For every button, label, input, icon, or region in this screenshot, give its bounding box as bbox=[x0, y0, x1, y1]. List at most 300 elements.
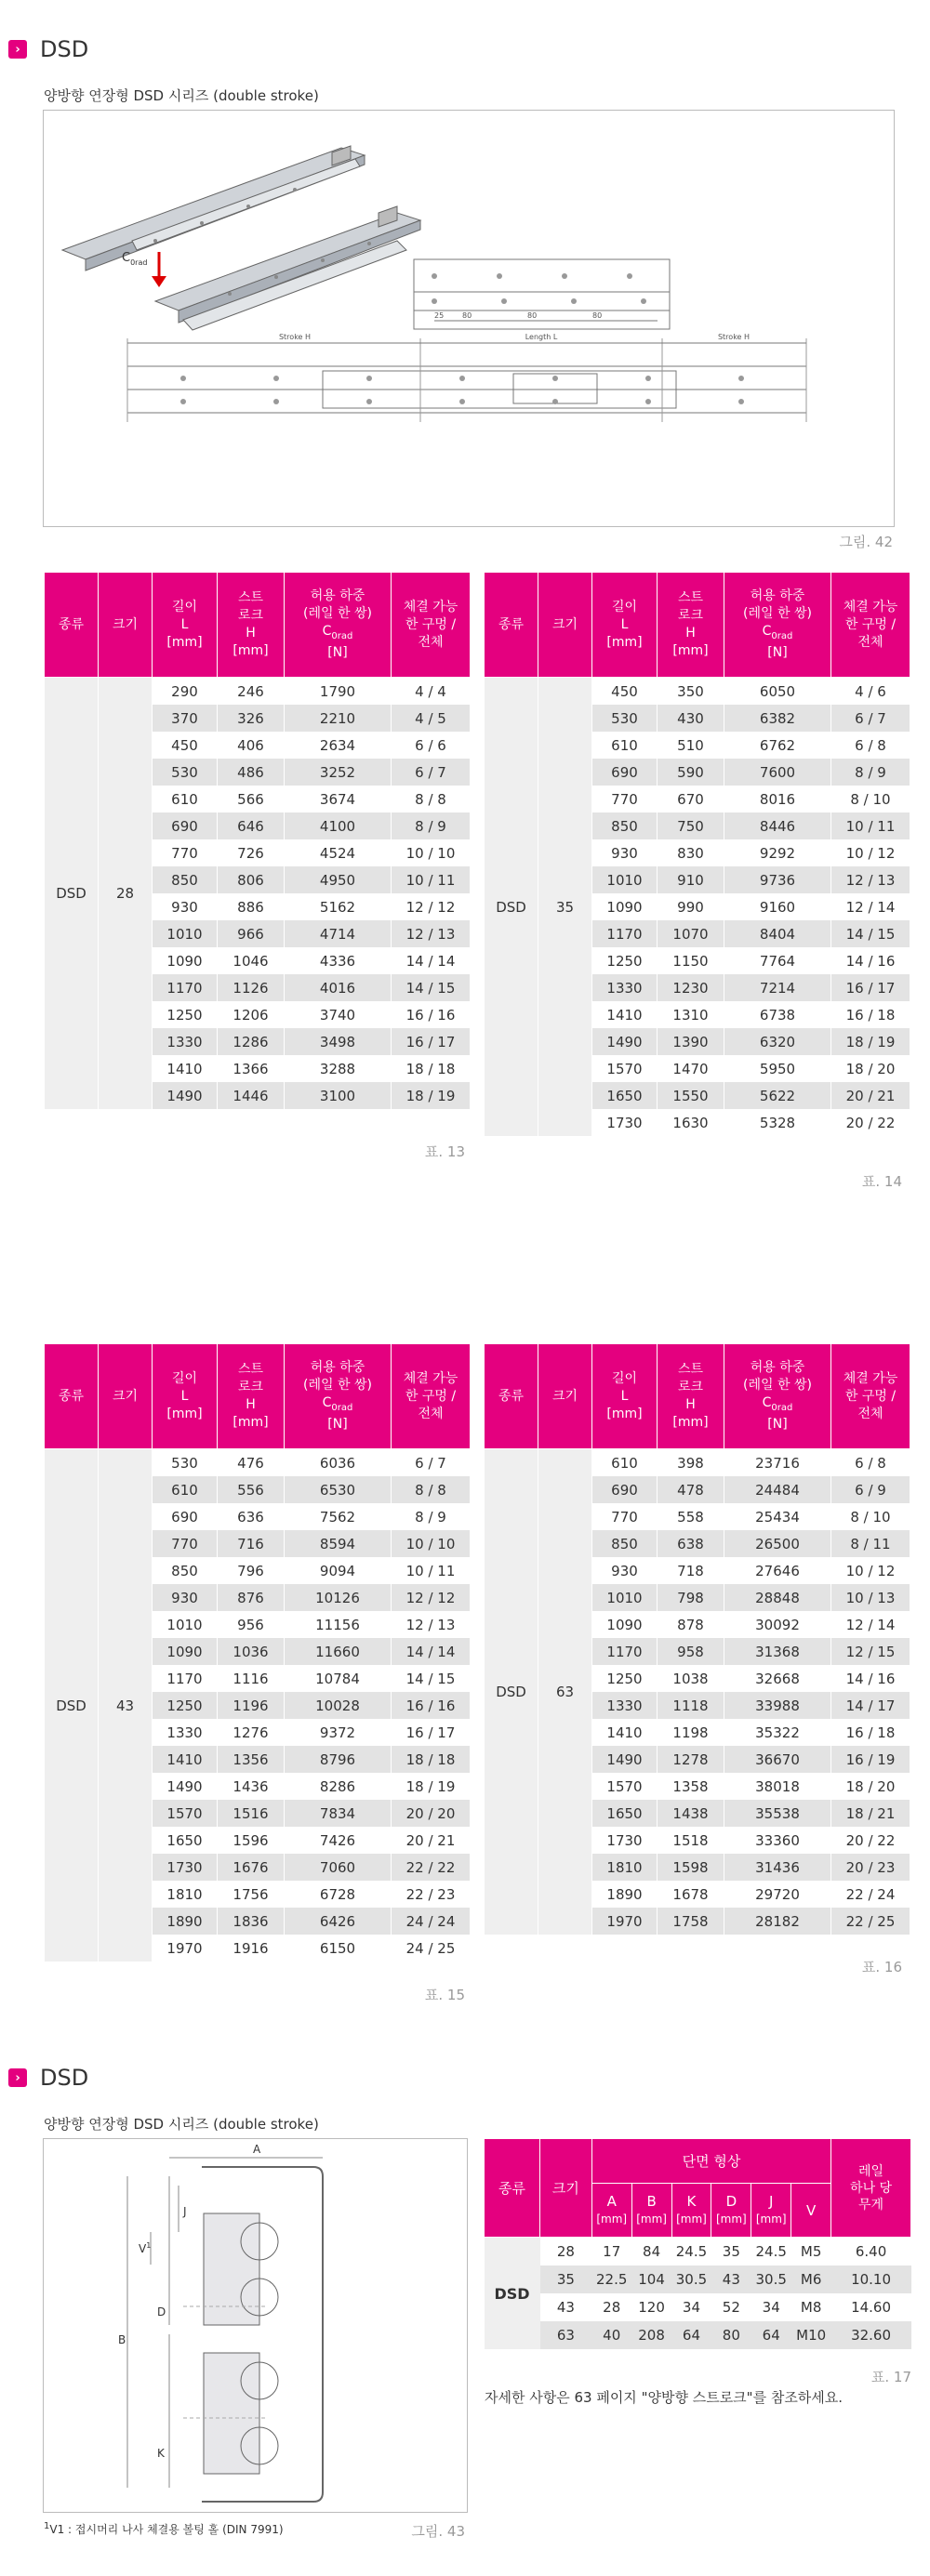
value-cell: 850 bbox=[153, 866, 218, 893]
value-cell: 1010 bbox=[592, 866, 658, 893]
value-cell: 966 bbox=[218, 920, 285, 947]
value-cell: 43 bbox=[540, 2293, 592, 2321]
value-cell: 486 bbox=[218, 759, 285, 786]
value-cell: 14 / 17 bbox=[831, 1692, 910, 1719]
value-cell: 1650 bbox=[592, 1082, 658, 1109]
value-cell: 4524 bbox=[285, 839, 392, 866]
value-cell: 6382 bbox=[724, 705, 831, 732]
c0rad-label: $C_{0rad}$ bbox=[122, 251, 148, 267]
value-cell: 1330 bbox=[592, 1692, 658, 1719]
size-cell: 43 bbox=[99, 1449, 153, 1962]
label-j: J bbox=[183, 2205, 187, 2218]
value-cell: 638 bbox=[658, 1530, 724, 1557]
value-cell: 690 bbox=[153, 1503, 218, 1530]
value-cell: 6 / 9 bbox=[831, 1476, 910, 1503]
value-cell: 850 bbox=[592, 1530, 658, 1557]
col-load: 허용 하중 (레일 한 쌍) $C_{0rad}$ [N] bbox=[724, 1344, 831, 1449]
value-cell: 10 / 11 bbox=[392, 1557, 471, 1584]
value-cell: 33988 bbox=[724, 1692, 831, 1719]
value-cell: 1206 bbox=[218, 1001, 285, 1028]
value-cell: 6728 bbox=[285, 1881, 392, 1908]
value-cell: 8446 bbox=[724, 812, 831, 839]
value-cell: 476 bbox=[218, 1449, 285, 1477]
value-cell: 16 / 16 bbox=[392, 1692, 471, 1719]
table-caption: 표. 14 bbox=[861, 1173, 902, 1190]
label-k: K bbox=[157, 2447, 165, 2460]
value-cell: 26500 bbox=[724, 1530, 831, 1557]
value-cell: 1650 bbox=[592, 1800, 658, 1827]
value-cell: 4714 bbox=[285, 920, 392, 947]
length-l: Length L bbox=[525, 333, 558, 341]
value-cell: 31368 bbox=[724, 1638, 831, 1665]
value-cell: 7834 bbox=[285, 1800, 392, 1827]
value-cell: 1046 bbox=[218, 947, 285, 974]
value-cell: 7764 bbox=[724, 947, 831, 974]
value-cell: 3674 bbox=[285, 786, 392, 812]
value-cell: 1276 bbox=[218, 1719, 285, 1746]
value-cell: 10126 bbox=[285, 1584, 392, 1611]
label-d: D bbox=[157, 2305, 166, 2318]
table-row bbox=[485, 678, 910, 706]
value-cell: 450 bbox=[592, 678, 658, 706]
col-holes: 체결 가능 한 구멍 / 전체 bbox=[392, 1344, 471, 1449]
value-cell: 1170 bbox=[592, 1638, 658, 1665]
value-cell: 20 / 20 bbox=[392, 1800, 471, 1827]
value-cell: 6320 bbox=[724, 1028, 831, 1055]
value-cell: 246 bbox=[218, 678, 285, 706]
value-cell: 878 bbox=[658, 1611, 724, 1638]
value-cell: 2634 bbox=[285, 732, 392, 759]
col-size: 크기 bbox=[99, 573, 153, 678]
value-cell: 8 / 9 bbox=[392, 812, 471, 839]
value-cell: 34 bbox=[751, 2293, 791, 2321]
value-cell: 8 / 11 bbox=[831, 1530, 910, 1557]
value-cell: 7562 bbox=[285, 1503, 392, 1530]
chevron-right-icon: › bbox=[8, 40, 27, 59]
value-cell: 770 bbox=[153, 1530, 218, 1557]
value-cell: 24.5 bbox=[751, 2238, 791, 2266]
value-cell: 18 / 18 bbox=[392, 1055, 471, 1082]
value-cell: 84 bbox=[631, 2238, 671, 2266]
col-stroke: 스트 로크 H [mm] bbox=[658, 1344, 724, 1449]
value-cell: 22 / 25 bbox=[831, 1908, 910, 1935]
value-cell: 24 / 24 bbox=[392, 1908, 471, 1935]
value-cell: 8796 bbox=[285, 1746, 392, 1773]
value-cell: 1518 bbox=[658, 1827, 724, 1854]
value-cell: 1490 bbox=[592, 1028, 658, 1055]
dim-80-b: 80 bbox=[527, 311, 538, 320]
col-stroke: 스트 로크 H [mm] bbox=[218, 573, 285, 678]
value-cell: 3740 bbox=[285, 1001, 392, 1028]
value-cell: 1890 bbox=[153, 1908, 218, 1935]
table-row bbox=[485, 2266, 911, 2293]
value-cell: 22 / 22 bbox=[392, 1854, 471, 1881]
value-cell: 1470 bbox=[658, 1055, 724, 1082]
value-cell: 1090 bbox=[153, 1638, 218, 1665]
value-cell: 290 bbox=[153, 678, 218, 706]
table-caption-17: 표. 17 bbox=[870, 2369, 911, 2385]
col-type: 종류 bbox=[485, 2139, 540, 2238]
value-cell: 1890 bbox=[592, 1881, 658, 1908]
value-cell: 1286 bbox=[218, 1028, 285, 1055]
table-row bbox=[485, 1449, 910, 1477]
value-cell: 450 bbox=[153, 732, 218, 759]
value-cell: 25434 bbox=[724, 1503, 831, 1530]
value-cell: 646 bbox=[218, 812, 285, 839]
value-cell: 690 bbox=[592, 1476, 658, 1503]
col-type: 종류 bbox=[485, 573, 538, 678]
value-cell: 14 / 14 bbox=[392, 1638, 471, 1665]
value-cell: 3100 bbox=[285, 1082, 392, 1109]
value-cell: 22.5 bbox=[591, 2266, 631, 2293]
value-cell: 716 bbox=[218, 1530, 285, 1557]
value-cell: 5162 bbox=[285, 893, 392, 920]
value-cell: 6 / 8 bbox=[831, 732, 910, 759]
col-load: 허용 하중 (레일 한 쌍) $C_{0rad}$ [N] bbox=[285, 573, 392, 678]
value-cell: 14 / 15 bbox=[831, 920, 910, 947]
col-holes: 체결 가능 한 구멍 / 전체 bbox=[831, 573, 910, 678]
table-row bbox=[45, 1449, 471, 1477]
value-cell: 530 bbox=[153, 1449, 218, 1477]
value-cell: 20 / 22 bbox=[831, 1109, 910, 1136]
col-holes: 체결 가능 한 구멍 / 전체 bbox=[392, 573, 471, 678]
value-cell: 16 / 18 bbox=[831, 1719, 910, 1746]
value-cell: 1970 bbox=[592, 1908, 658, 1935]
chevron-right-icon: › bbox=[8, 2068, 27, 2087]
col-type: 종류 bbox=[485, 1344, 538, 1449]
value-cell: 1010 bbox=[153, 1611, 218, 1638]
value-cell: 798 bbox=[658, 1584, 724, 1611]
value-cell: 1330 bbox=[153, 1028, 218, 1055]
value-cell: 10.10 bbox=[831, 2266, 911, 2293]
value-cell: 830 bbox=[658, 839, 724, 866]
value-cell: 16 / 17 bbox=[392, 1028, 471, 1055]
type-cell: DSD bbox=[485, 2238, 540, 2350]
value-cell: 14 / 16 bbox=[831, 1665, 910, 1692]
value-cell: 406 bbox=[218, 732, 285, 759]
value-cell: 1570 bbox=[592, 1055, 658, 1082]
value-cell: 36670 bbox=[724, 1746, 831, 1773]
value-cell: 930 bbox=[592, 839, 658, 866]
value-cell: 1730 bbox=[153, 1854, 218, 1881]
spec-table-35 bbox=[484, 572, 910, 1136]
label-b: B bbox=[118, 2333, 126, 2346]
value-cell: 8 / 8 bbox=[392, 1476, 471, 1503]
table-row bbox=[485, 2321, 911, 2349]
value-cell: 6036 bbox=[285, 1449, 392, 1477]
value-cell: 1490 bbox=[153, 1082, 218, 1109]
dim-80-c: 80 bbox=[592, 311, 603, 320]
value-cell: 8 / 10 bbox=[831, 1503, 910, 1530]
value-cell: 20 / 21 bbox=[831, 1082, 910, 1109]
col-weight: 레일 하나 당 무게 bbox=[831, 2139, 911, 2238]
section-header-2 bbox=[8, 2064, 88, 2092]
value-cell: 530 bbox=[592, 705, 658, 732]
value-cell: 1410 bbox=[592, 1719, 658, 1746]
value-cell: 120 bbox=[631, 2293, 671, 2321]
value-cell: 510 bbox=[658, 732, 724, 759]
value-cell: 1358 bbox=[658, 1773, 724, 1800]
value-cell: 9736 bbox=[724, 866, 831, 893]
value-cell: 10 / 10 bbox=[392, 1530, 471, 1557]
value-cell: 3498 bbox=[285, 1028, 392, 1055]
value-cell: 9372 bbox=[285, 1719, 392, 1746]
value-cell: 4016 bbox=[285, 974, 392, 1001]
value-cell: 1756 bbox=[218, 1881, 285, 1908]
value-cell: 38018 bbox=[724, 1773, 831, 1800]
value-cell: 14 / 15 bbox=[392, 1665, 471, 1692]
stroke-h-right: Stroke H bbox=[717, 333, 751, 341]
value-cell: 8 / 10 bbox=[831, 786, 910, 812]
value-cell: 1390 bbox=[658, 1028, 724, 1055]
value-cell: 1438 bbox=[658, 1800, 724, 1827]
type-cell: DSD bbox=[45, 1449, 99, 1962]
value-cell: 8 / 8 bbox=[392, 786, 471, 812]
value-cell: 1170 bbox=[592, 920, 658, 947]
col-type: 종류 bbox=[45, 1344, 99, 1449]
value-cell: 12 / 14 bbox=[831, 1611, 910, 1638]
value-cell: M5 bbox=[791, 2238, 831, 2266]
value-cell: 1330 bbox=[153, 1719, 218, 1746]
value-cell: 1126 bbox=[218, 974, 285, 1001]
value-cell: 1790 bbox=[285, 678, 392, 706]
value-cell: 1118 bbox=[658, 1692, 724, 1719]
value-cell: 1490 bbox=[153, 1773, 218, 1800]
value-cell: 910 bbox=[658, 866, 724, 893]
col-a: A [mm] bbox=[591, 2184, 631, 2238]
value-cell: 104 bbox=[631, 2266, 671, 2293]
figure-footnote: $^1$V1 : 접시머리 나사 체결용 볼팅 홀 (DIN 7991) bbox=[44, 2521, 284, 2536]
value-cell: 1836 bbox=[218, 1908, 285, 1935]
col-length: 길이 L [mm] bbox=[592, 1344, 658, 1449]
value-cell: 6 / 7 bbox=[392, 759, 471, 786]
value-cell: 1970 bbox=[153, 1935, 218, 1962]
value-cell: 12 / 12 bbox=[392, 1584, 471, 1611]
value-cell: 11156 bbox=[285, 1611, 392, 1638]
value-cell: 10 / 11 bbox=[831, 812, 910, 839]
col-j: J [mm] bbox=[751, 2184, 791, 2238]
value-cell: 750 bbox=[658, 812, 724, 839]
stroke-h-left: Stroke H bbox=[278, 333, 312, 341]
cross-section-drawing bbox=[44, 2139, 467, 2512]
col-section: 단면 형상 bbox=[591, 2139, 830, 2184]
value-cell: 1598 bbox=[658, 1854, 724, 1881]
col-stroke: 스트 로크 H [mm] bbox=[658, 573, 724, 678]
table-row bbox=[45, 678, 471, 706]
value-cell: 7600 bbox=[724, 759, 831, 786]
value-cell: 64 bbox=[671, 2321, 711, 2349]
value-cell: 1410 bbox=[153, 1055, 218, 1082]
value-cell: 20 / 22 bbox=[831, 1827, 910, 1854]
value-cell: 29720 bbox=[724, 1881, 831, 1908]
value-cell: 40 bbox=[591, 2321, 631, 2349]
value-cell: 8 / 9 bbox=[392, 1503, 471, 1530]
value-cell: 610 bbox=[153, 786, 218, 812]
type-cell: DSD bbox=[45, 678, 99, 1110]
value-cell: 24 / 25 bbox=[392, 1935, 471, 1962]
value-cell: 20 / 23 bbox=[831, 1854, 910, 1881]
figure-caption: 그림. 42 bbox=[839, 534, 893, 550]
value-cell: 16 / 16 bbox=[392, 1001, 471, 1028]
section-subtitle: 양방향 연장형 DSD 시리즈 (double stroke) bbox=[44, 87, 319, 104]
value-cell: 370 bbox=[153, 705, 218, 732]
value-cell: 22 / 24 bbox=[831, 1881, 910, 1908]
value-cell: 12 / 12 bbox=[392, 893, 471, 920]
value-cell: 14 / 16 bbox=[831, 947, 910, 974]
value-cell: 16 / 18 bbox=[831, 1001, 910, 1028]
label-a: A bbox=[253, 2143, 261, 2156]
value-cell: 1758 bbox=[658, 1908, 724, 1935]
value-cell: 1810 bbox=[153, 1881, 218, 1908]
value-cell: 876 bbox=[218, 1584, 285, 1611]
value-cell: 22 / 23 bbox=[392, 1881, 471, 1908]
value-cell: 6738 bbox=[724, 1001, 831, 1028]
value-cell: 770 bbox=[592, 1503, 658, 1530]
value-cell: M10 bbox=[791, 2321, 831, 2349]
value-cell: 1916 bbox=[218, 1935, 285, 1962]
col-holes: 체결 가능 한 구멍 / 전체 bbox=[831, 1344, 910, 1449]
value-cell: 30.5 bbox=[751, 2266, 791, 2293]
value-cell: 7060 bbox=[285, 1854, 392, 1881]
value-cell: 5622 bbox=[724, 1082, 831, 1109]
table-caption: 표. 16 bbox=[861, 1959, 902, 1975]
figure-caption-43: 그림. 43 bbox=[411, 2523, 465, 2540]
label-v1: $V^1$ bbox=[139, 2241, 152, 2255]
value-cell: 35 bbox=[711, 2238, 751, 2266]
value-cell: 1630 bbox=[658, 1109, 724, 1136]
table-caption: 표. 13 bbox=[424, 1143, 465, 1160]
section-header bbox=[8, 35, 88, 63]
value-cell: 1116 bbox=[218, 1665, 285, 1692]
table-row bbox=[485, 2238, 911, 2266]
dim-25: 25 bbox=[434, 311, 445, 320]
value-cell: 23716 bbox=[724, 1449, 831, 1477]
value-cell: 17 bbox=[591, 2238, 631, 2266]
value-cell: 1198 bbox=[658, 1719, 724, 1746]
value-cell: 10028 bbox=[285, 1692, 392, 1719]
value-cell: 16 / 19 bbox=[831, 1746, 910, 1773]
value-cell: 1196 bbox=[218, 1692, 285, 1719]
value-cell: 8286 bbox=[285, 1773, 392, 1800]
value-cell: M6 bbox=[791, 2266, 831, 2293]
value-cell: 1038 bbox=[658, 1665, 724, 1692]
value-cell: 636 bbox=[218, 1503, 285, 1530]
value-cell: 718 bbox=[658, 1557, 724, 1584]
value-cell: 2210 bbox=[285, 705, 392, 732]
value-cell: 1036 bbox=[218, 1638, 285, 1665]
value-cell: 1678 bbox=[658, 1881, 724, 1908]
value-cell: 12 / 13 bbox=[831, 866, 910, 893]
value-cell: 350 bbox=[658, 678, 724, 706]
spec-table-43 bbox=[44, 1343, 471, 1962]
value-cell: 27646 bbox=[724, 1557, 831, 1584]
value-cell: 14 / 15 bbox=[392, 974, 471, 1001]
value-cell: 1250 bbox=[592, 1665, 658, 1692]
value-cell: 7426 bbox=[285, 1827, 392, 1854]
value-cell: 1676 bbox=[218, 1854, 285, 1881]
value-cell: 8 / 9 bbox=[831, 759, 910, 786]
value-cell: 6 / 6 bbox=[392, 732, 471, 759]
value-cell: 3252 bbox=[285, 759, 392, 786]
value-cell: 530 bbox=[153, 759, 218, 786]
value-cell: 4 / 4 bbox=[392, 678, 471, 706]
value-cell: 1330 bbox=[592, 974, 658, 1001]
value-cell: 24484 bbox=[724, 1476, 831, 1503]
value-cell: 4100 bbox=[285, 812, 392, 839]
value-cell: 1516 bbox=[218, 1800, 285, 1827]
value-cell: 1446 bbox=[218, 1082, 285, 1109]
col-length: 길이 L [mm] bbox=[153, 573, 218, 678]
value-cell: 18 / 19 bbox=[392, 1082, 471, 1109]
value-cell: 770 bbox=[592, 786, 658, 812]
value-cell: 1250 bbox=[153, 1001, 218, 1028]
value-cell: 1010 bbox=[153, 920, 218, 947]
value-cell: 1010 bbox=[592, 1584, 658, 1611]
value-cell: 430 bbox=[658, 705, 724, 732]
type-cell: DSD bbox=[485, 1449, 538, 1935]
value-cell: 63 bbox=[540, 2321, 592, 2349]
table-caption: 표. 15 bbox=[424, 1987, 465, 2003]
value-cell: 80 bbox=[711, 2321, 751, 2349]
value-cell: 24.5 bbox=[671, 2238, 711, 2266]
value-cell: 10 / 10 bbox=[392, 839, 471, 866]
value-cell: 4 / 5 bbox=[392, 705, 471, 732]
value-cell: 6050 bbox=[724, 678, 831, 706]
value-cell: 1810 bbox=[592, 1854, 658, 1881]
value-cell: 690 bbox=[592, 759, 658, 786]
value-cell: 8404 bbox=[724, 920, 831, 947]
value-cell: 32.60 bbox=[831, 2321, 911, 2349]
dimension-table bbox=[484, 2138, 911, 2349]
value-cell: 1356 bbox=[218, 1746, 285, 1773]
value-cell: 1730 bbox=[592, 1109, 658, 1136]
section-title-2: DSD bbox=[40, 2065, 89, 2091]
value-cell: 10 / 12 bbox=[831, 1557, 910, 1584]
value-cell: 1570 bbox=[592, 1773, 658, 1800]
dim-80-a: 80 bbox=[462, 311, 472, 320]
value-cell: 6426 bbox=[285, 1908, 392, 1935]
value-cell: 956 bbox=[218, 1611, 285, 1638]
value-cell: 7214 bbox=[724, 974, 831, 1001]
value-cell: 990 bbox=[658, 893, 724, 920]
value-cell: 6150 bbox=[285, 1935, 392, 1962]
value-cell: 34 bbox=[671, 2293, 711, 2321]
value-cell: 1650 bbox=[153, 1827, 218, 1854]
value-cell: 10 / 12 bbox=[831, 839, 910, 866]
value-cell: 478 bbox=[658, 1476, 724, 1503]
value-cell: 610 bbox=[592, 1449, 658, 1477]
value-cell: 43 bbox=[711, 2266, 751, 2293]
value-cell: 18 / 19 bbox=[831, 1028, 910, 1055]
value-cell: 610 bbox=[153, 1476, 218, 1503]
value-cell: 796 bbox=[218, 1557, 285, 1584]
col-size: 크기 bbox=[538, 573, 592, 678]
col-type: 종류 bbox=[45, 573, 99, 678]
value-cell: 958 bbox=[658, 1638, 724, 1665]
value-cell: 6 / 7 bbox=[831, 705, 910, 732]
section-title: DSD bbox=[40, 36, 89, 62]
value-cell: 12 / 14 bbox=[831, 893, 910, 920]
value-cell: 3288 bbox=[285, 1055, 392, 1082]
value-cell: 590 bbox=[658, 759, 724, 786]
col-b: B [mm] bbox=[631, 2184, 671, 2238]
value-cell: 12 / 13 bbox=[392, 1611, 471, 1638]
value-cell: 20 / 21 bbox=[392, 1827, 471, 1854]
value-cell: 1090 bbox=[153, 947, 218, 974]
value-cell: 806 bbox=[218, 866, 285, 893]
size-cell: 28 bbox=[99, 678, 153, 1110]
value-cell: 556 bbox=[218, 1476, 285, 1503]
